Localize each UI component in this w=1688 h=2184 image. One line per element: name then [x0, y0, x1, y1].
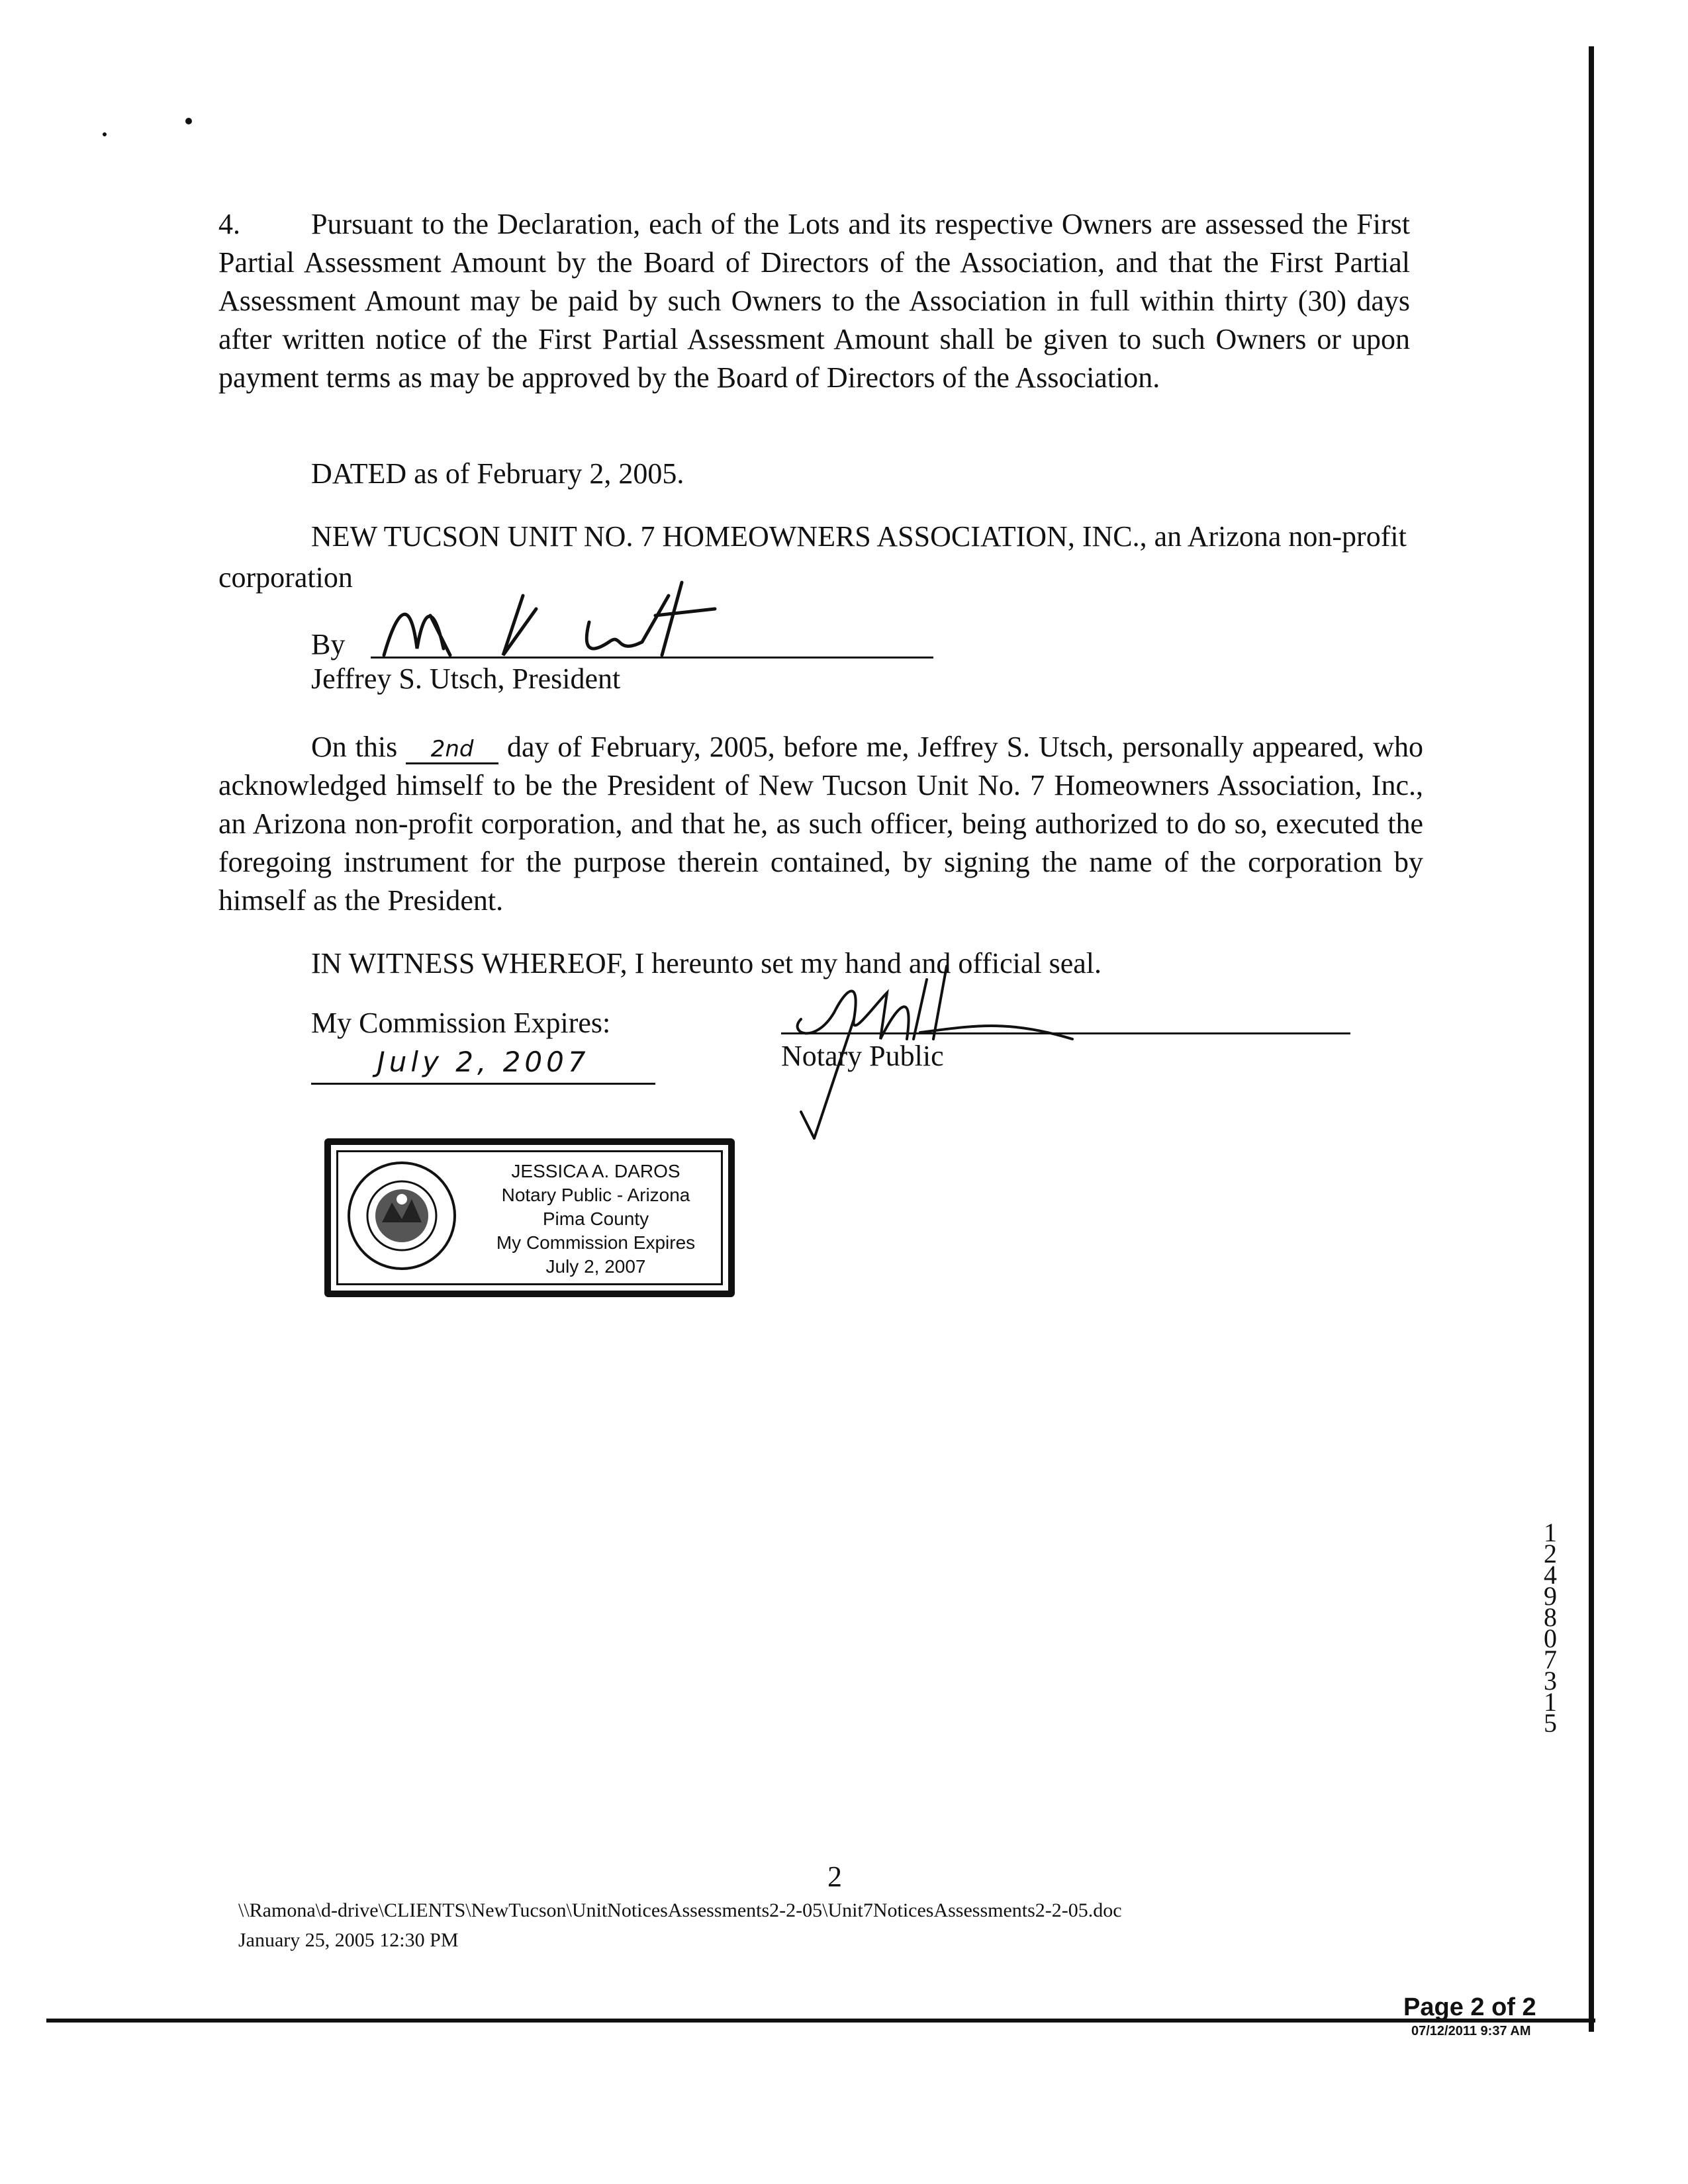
acknowledgment-prefix: On this — [311, 731, 398, 763]
docket-char: 7 — [1544, 1645, 1557, 1674]
stamp-text-block — [470, 1160, 722, 1279]
association-name: NEW TUCSON UNIT NO. 7 HOMEOWNERS ASSOCIATION, INC. — [311, 520, 1140, 553]
docket-char: 1 — [1544, 1518, 1557, 1547]
president-signature — [371, 569, 781, 675]
stamp-county: Pima County — [542, 1208, 649, 1229]
docket-char: 0 — [1544, 1623, 1557, 1653]
signer-name: Jeffrey S. Utsch, President — [311, 662, 621, 695]
commission-label: My Commission Expires: — [311, 1007, 611, 1039]
stamp-notary-name: JESSICA A. DAROS — [511, 1161, 680, 1181]
paragraph-number: 4. — [218, 208, 240, 240]
witness-clause: IN WITNESS WHEREOF, I hereunto set my hand and official seal. — [311, 947, 1102, 979]
arizona-seal-icon — [346, 1160, 458, 1272]
scan-speck — [185, 118, 192, 124]
stamp-commission-label: My Commission Expires — [496, 1232, 696, 1253]
dated-line: DATED as of February 2, 2005. — [311, 457, 684, 490]
docket-char: 3 — [1544, 1666, 1557, 1696]
bottom-border-rule — [46, 2019, 1595, 2023]
by-label: By — [311, 628, 346, 660]
notary-signature-line — [781, 1032, 1350, 1034]
acknowledgment-paragraph — [218, 728, 1423, 920]
docket-char: 2 — [1544, 1539, 1557, 1569]
page-of-indicator: Page 2 of 2 — [1403, 1993, 1536, 2021]
docket-char: 9 — [1544, 1581, 1557, 1611]
association-suffix: , an Arizona non-profit corporation — [218, 520, 1407, 594]
docket-number-vertical — [1537, 1518, 1564, 1738]
docket-char: 1 — [1544, 1687, 1557, 1717]
docket-char: 8 — [1544, 1602, 1557, 1632]
handwritten-day: 2nd — [406, 736, 498, 764]
notary-public-label: Notary Public — [781, 1040, 944, 1072]
stamp-commission-date: July 2, 2007 — [545, 1256, 646, 1277]
stamp-title: Notary Public - Arizona — [501, 1185, 690, 1205]
footer-file-path: \\Ramona\d-drive\CLIENTS\NewTucson\UnitNoticesAssessments2-2-05\Unit7NoticesAssessments2-2-05.doc — [238, 1899, 1122, 1921]
right-border-rule — [1589, 46, 1594, 2032]
docket-char: 5 — [1544, 1708, 1557, 1738]
footer-date: January 25, 2005 12:30 PM — [238, 1929, 459, 1951]
paragraph-4 — [218, 205, 1410, 397]
docket-char: 4 — [1544, 1560, 1557, 1590]
scan-speck — [103, 132, 107, 136]
acknowledgment-text: day of February, 2005, before me, Jeffrey S. Utsch, personally appeared, who acknowledged himself to be the President of New Tucson Unit No. 7 Homeowners Association, Inc., an Arizona non-profit corporation, and that he, as such officer, being authorized to do so, executed the foregoing instrument for the purpose therein contained, by signing the name of the corporation by himself as the President. — [218, 731, 1424, 917]
notary-stamp — [324, 1138, 735, 1297]
paragraph-text: Pursuant to the Declaration, each of the Lots and its respective Owners are assessed the First Partial Assessment Amount by the Board of Directors of the Association, and that the First Partial Assessment Amount may be paid by such Owners to the Association in full within thirty (30) days after written notice of the First Partial Assessment Amount shall be given to such Owners or upon payment terms as may be approved by the Board of Directors of the Association. — [218, 208, 1410, 394]
page-number: 2 — [827, 1860, 842, 1893]
recording-timestamp: 07/12/2011 9:37 AM — [1411, 2024, 1531, 2038]
commission-expiry-handwritten: July 2, 2007 — [311, 1046, 655, 1085]
